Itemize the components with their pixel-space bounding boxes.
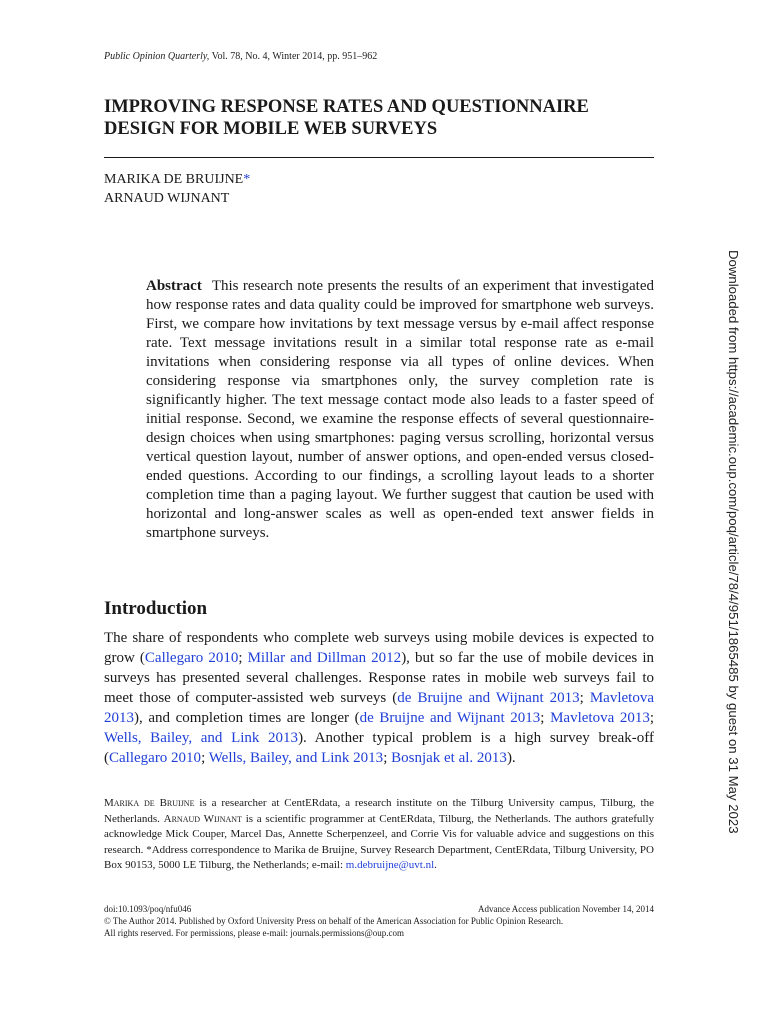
author-line [104, 189, 250, 208]
body-text: ). Another typical problem is a high survey break-off ( [104, 730, 654, 766]
author-footnote [104, 796, 654, 874]
doi-text: doi:10.1093/poq/nfu046 [104, 904, 192, 914]
citation-separator: ; [383, 750, 392, 766]
footnote-text: is a scientific programmer at CentERdata, Tilburg, the Netherlands. The authors gratefully acknowledge Mick Couper, Marcel Das, Annette Scherpenzeel, and Corrie Vis for valuable advice and suggestions on this research. *Address correspondence to Marika de Bruijne, Survey Research Department, CentERdata, Tilburg University, PO Box 90153, 5000 LE Tilburg, the Netherlands; e-mail: [104, 812, 654, 872]
footnote-author-name: Marika de Bruijne [104, 797, 195, 809]
citation-link[interactable]: de Bruijne and Wijnant 2013 [359, 710, 541, 726]
footnote-text: . [434, 859, 437, 872]
footnote-author-name: Arnaud Wijnant [163, 812, 242, 825]
citation-link[interactable]: de Bruijne and Wijnant 2013 [397, 690, 580, 706]
author-list [104, 170, 250, 208]
author-line [104, 170, 250, 189]
abstract-label: Abstract [146, 278, 202, 294]
doi-row [104, 903, 654, 915]
citation-link[interactable]: Millar and Dillman 2012 [247, 650, 402, 666]
download-watermark [723, 250, 743, 834]
author-name: ARNAUD WIJNANT [104, 191, 230, 206]
citation-link[interactable]: Mavletova 2013 [104, 690, 654, 726]
copyright-text: © The Author 2014. Published by Oxford University Press on behalf of the American Association for Public Opinion Research. [104, 916, 564, 926]
abstract-paragraph [146, 277, 654, 543]
download-notice-text: Downloaded from https://academic.oup.com/poq/article/78/4/951/1865485 by guest on 31 May 2023 [726, 250, 741, 834]
citation-link[interactable]: Callegaro 2010 [109, 750, 202, 766]
journal-citation-line [104, 50, 377, 63]
advance-access-text: Advance Access publication November 14, 2014 [478, 904, 654, 914]
author-name: MARIKA DE BRUIJNE [104, 172, 244, 187]
citation-link[interactable]: Wells, Bailey, and Link 2013 [104, 730, 299, 746]
citation-link[interactable]: Wells, Bailey, and Link 2013 [208, 750, 384, 766]
citation-link[interactable]: Callegaro 2010 [144, 650, 239, 666]
section-heading-introduction: Introduction [104, 598, 208, 619]
body-text: ), and completion times are longer ( [134, 710, 360, 726]
introduction-paragraph [104, 628, 654, 768]
footnote-text: is a researcher at CentERdata, a research institute on the Tilburg University campus, Tilburg, the Netherlands. [104, 797, 654, 825]
body-text: ), but so far the use of mobile devices in surveys has presented several challenges. Response rates in mobile web surveys fail to meet those of computer-assisted web surveys ( [104, 650, 655, 706]
citation-link[interactable]: Mavletova 2013 [550, 710, 650, 726]
journal-name: Public Opinion Quarterly, [104, 51, 210, 62]
citation-separator: ; [238, 650, 248, 666]
article-title: IMPROVING RESPONSE RATES AND QUESTIONNAIRE DESIGN FOR MOBILE WEB SURVEYS [104, 97, 589, 139]
correspondence-asterisk-link[interactable]: * [243, 172, 251, 187]
body-text: ). [506, 750, 516, 766]
journal-details: Vol. 78, No. 4, Winter 2014, pp. 951–962 [209, 51, 378, 62]
citation-separator: ; [649, 710, 654, 726]
rights-text: All rights reserved. For permissions, please e-mail: journals.permissions@oup.com [104, 928, 404, 938]
citation-separator: ; [201, 750, 209, 766]
body-text: The share of respondents who complete web surveys using mobile devices is expected to grow ( [104, 630, 654, 666]
citation-link[interactable]: Bosnjak et al. 2013 [391, 750, 507, 766]
citation-separator: ; [579, 690, 590, 706]
email-link[interactable]: m.debruijne@uvt.nl [345, 859, 435, 872]
abstract-text: This research note presents the results of an experiment that investigated how response rates and data quality could be improved for smartphone web surveys. First, we compare how invitations by text message versus by e-mail affect response rate. Text message invitations result in a similar total response rate as e-mail invitations when considering response via all types of online devices. When considering response via smartphones only, the survey completion rate is significantly higher. The text message contact mode also leads to a faster speed of initial response. Second, we examine the response effects of several questionnaire-design choices when using smartphones: paging versus scrolling, horizontal versus vertical question layout, number of answer options, and open-ended versus closed-ended questions. According to our findings, a scrolling layout leads to a shorter completion time than a paging layout. We further suggest that caution be used with horizontal and long-answer scales as well as open-ended text answer fields in smartphone surveys. [146, 278, 654, 541]
title-divider [104, 157, 654, 158]
publication-info [104, 903, 654, 939]
citation-separator: ; [540, 710, 551, 726]
